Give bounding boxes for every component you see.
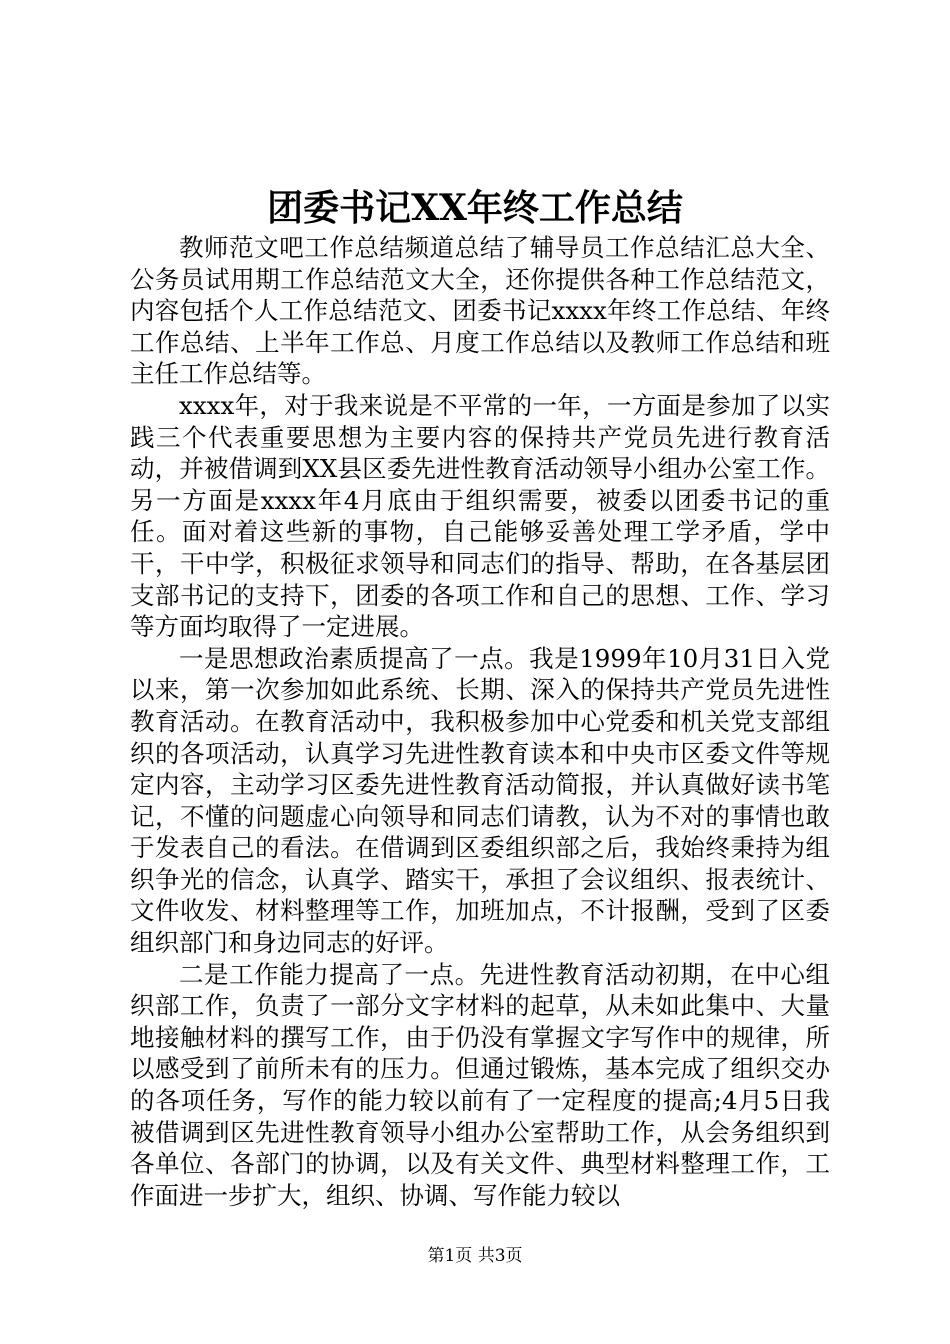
paragraph-overview: xxxx年，对于我来说是不平常的一年，一方面是参加了以实践三个代表重要思想为主要内容的保持共产党员先进行教育活动，并被借调到XX县区委先进性教育活动领导小组办公室工作。另一方面是xxxx年4月底由于组织需要，被委以团委书记的重任。面对着这些新的事物，自己能够妥善处理工学矛盾，学中干，干中学，积极征求领导和同志们的指导、帮助，在各基层团支部书记的支持下，团委的各项工作和自己的思想、工作、学习等方面均取得了一定进展。 bbox=[130, 390, 830, 642]
paragraph-point-one: 一是思想政治素质提高了一点。我是1999年10月31日入党以来，第一次参加如此系统、长期、深入的保持共产党员先进性教育活动。在教育活动中，我积极参加中心党委和机关党支部组织的各项活动，认真学习先进性教育读本和中央市区委文件等规定内容，主动学习区委先进性教育活动简报，并认真做好读书笔记，不懂的问题虚心向领导和同志们请教，认为不对的事情也敢于发表自己的看法。在借调到区委组织部之后，我始终秉持为组织争光的信念，认真学、踏实干，承担了会议组织、报表统计、文件收发、材料整理等工作，加班加点，不计报酬，受到了区委组织部门和身边同志的好评。 bbox=[130, 643, 830, 958]
document-title: 团委书记XX年终工作总结 bbox=[267, 187, 683, 229]
document-body bbox=[130, 232, 830, 1211]
paragraph-point-two: 二是工作能力提高了一点。先进性教育活动初期，在中心组织部工作，负责了一部分文字材料的起草，从未如此集中、大量地接触材料的撰写工作，由于仍没有掌握文字写作中的规律，所以感受到了前所未有的压力。但通过锻炼，基本完成了组织交办的各项任务，写作的能力较以前有了一定程度的提高;4月5日我被借调到区先进性教育领导小组办公室帮助工作，从会务组织到各单位、各部门的协调，以及有关文件、典型材料整理工作，工作面进一步扩大，组织、协调、写作能力较以 bbox=[130, 959, 830, 1210]
paragraph-intro: 教师范文吧工作总结频道总结了辅导员工作总结汇总大全、公务员试用期工作总结范文大全，还你提供各种工作总结范文，内容包括个人工作总结范文、团委书记xxxx年终工作总结、年终工作总结、上半年工作总、月度工作总结以及教师工作总结和班主任工作总结等。 bbox=[130, 233, 830, 389]
page-number-footer: 第1页 共3页 bbox=[427, 1246, 523, 1266]
